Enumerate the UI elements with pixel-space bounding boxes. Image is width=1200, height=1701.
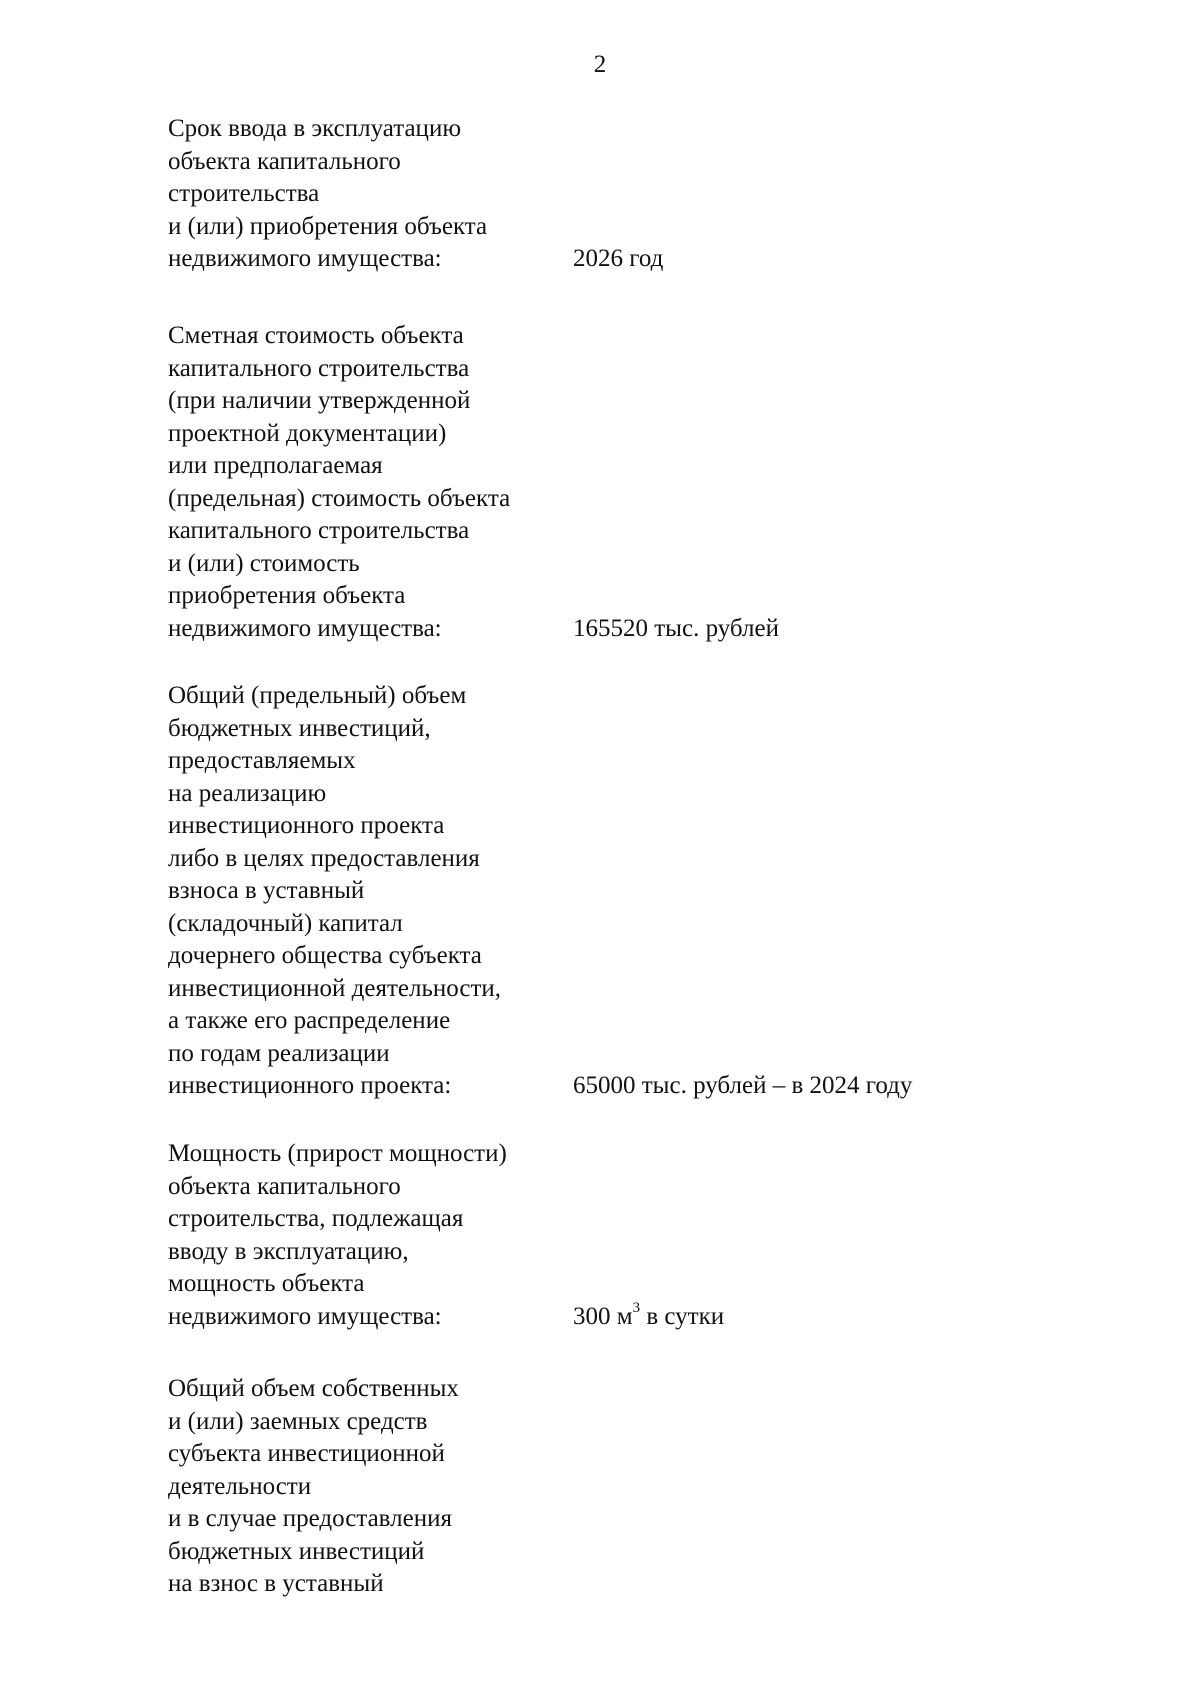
- label-line: (складочный) капитал: [168, 909, 403, 937]
- label-line: мощность объекта: [168, 1270, 365, 1297]
- label-line: инвестиционной деятельности,: [168, 974, 502, 1002]
- label-line: и (или) стоимость: [168, 549, 360, 577]
- field-budget-investment: [168, 680, 1068, 1103]
- label-line: на взнос в уставный: [168, 1570, 384, 1597]
- label-line: проектной документации): [168, 419, 447, 447]
- label-line: предоставляемых: [168, 747, 356, 774]
- label-line: недвижимого имущества:: [168, 245, 442, 272]
- label-line: субъекта инвестиционной: [168, 1440, 445, 1467]
- label-line: Сметная стоимость объекта: [168, 322, 464, 349]
- label-line: (при наличии утвержденной: [168, 387, 471, 414]
- label-line: Общий объем собственных: [168, 1375, 459, 1402]
- field-label: [168, 113, 568, 276]
- field-label: [168, 1138, 568, 1333]
- label-line: Срок ввода в эксплуатацию: [168, 115, 461, 142]
- label-line: объекта капитального: [168, 147, 401, 175]
- field-value: 65000 тыс. рублей – в 2024 году: [573, 1072, 913, 1099]
- label-line: (предельная) стоимость объекта: [168, 484, 511, 512]
- label-line: а также его распределение: [168, 1007, 451, 1034]
- field-label: [168, 680, 568, 1103]
- label-line: капитального строительства: [168, 354, 470, 382]
- label-line: строительства: [168, 180, 320, 207]
- label-line: деятельности: [168, 1472, 312, 1500]
- label-line: бюджетных инвестиций,: [168, 714, 431, 742]
- label-line: Общий (предельный) объем: [168, 682, 467, 709]
- field-capacity: [168, 1138, 1068, 1333]
- field-label: [168, 1373, 568, 1601]
- value-main: 300 м: [573, 1302, 633, 1330]
- field-own-borrowed-funds: [168, 1373, 1068, 1601]
- value-superscript: 3: [632, 1300, 641, 1317]
- field-value: 2026 год: [573, 245, 664, 272]
- label-line: вводу в эксплуатацию,: [168, 1237, 409, 1265]
- label-line: либо в целях предоставления: [168, 844, 480, 872]
- label-line: и (или) приобретения объекта: [168, 212, 488, 240]
- field-commissioning-date: [168, 113, 1068, 276]
- field-value: 165520 тыс. рублей: [573, 614, 779, 642]
- label-line: по годам реализации: [168, 1039, 390, 1067]
- label-line: дочернего общества субъекта: [168, 942, 482, 969]
- label-line: Мощность (прирост мощности): [168, 1140, 507, 1167]
- label-line: инвестиционного проекта: [168, 812, 445, 839]
- page-number: 2: [593, 51, 607, 78]
- label-line: и в случае предоставления: [168, 1505, 452, 1532]
- label-line: взноса в уставный: [168, 877, 365, 904]
- label-line: строительства, подлежащая: [168, 1205, 464, 1232]
- field-estimated-cost: [168, 320, 1068, 645]
- label-line: инвестиционного проекта:: [168, 1072, 452, 1099]
- label-line: на реализацию: [168, 779, 327, 807]
- label-line: объекта капитального: [168, 1172, 401, 1200]
- label-line: приобретения объекта: [168, 582, 406, 609]
- label-line: бюджетных инвестиций: [168, 1537, 425, 1565]
- value-tail: в сутки: [640, 1302, 725, 1330]
- label-line: и (или) заемных средств: [168, 1407, 428, 1435]
- label-line: или предполагаемая: [168, 452, 383, 479]
- label-line: недвижимого имущества:: [168, 1302, 442, 1330]
- field-label: [168, 320, 568, 645]
- field-value: [573, 1301, 724, 1334]
- label-line: капитального строительства: [168, 517, 470, 544]
- label-line: недвижимого имущества:: [168, 614, 442, 642]
